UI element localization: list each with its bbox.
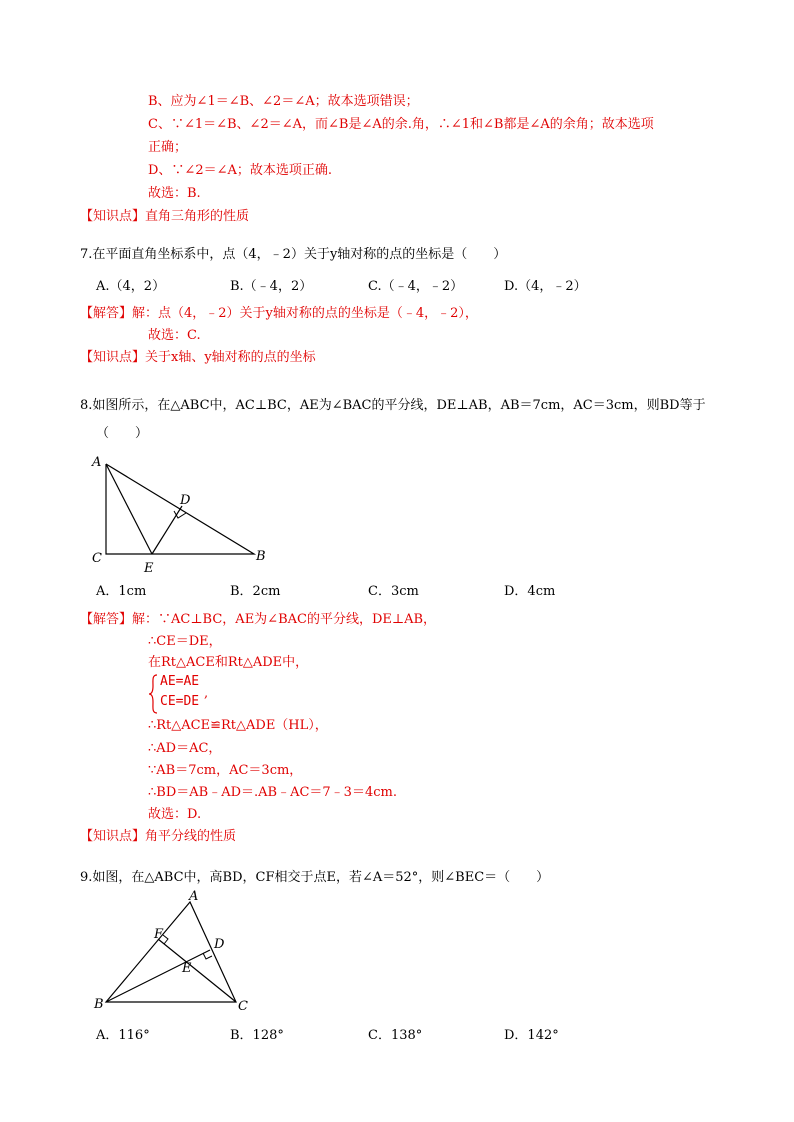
- option-b-analysis: B、应为∠1＝∠B、∠2＝∠A；故本选项错误；: [148, 94, 419, 109]
- fig8-label-e: E: [144, 561, 154, 576]
- step-8-4: ∴AD＝AC，: [148, 741, 222, 756]
- fig8-label-d: D: [180, 493, 191, 508]
- question-8-option-b: B．2cm: [230, 584, 281, 599]
- fig9-label-c: C: [238, 999, 248, 1014]
- option-d-analysis: D、∵∠2＝∠A；故本选项正确.: [148, 163, 332, 178]
- question-9-option-a: A．116°: [96, 1028, 150, 1043]
- answer-8: 【解答】解：∵AC⊥BC，AE为∠BAC的平分线，DE⊥AB，: [80, 612, 437, 627]
- question-7-option-b: B.（﹣4，2）: [230, 279, 313, 294]
- question-9-option-b: B．128°: [230, 1028, 284, 1043]
- equation-line-2: CE=DE: [160, 694, 200, 709]
- question-9-option-d: D．142°: [504, 1028, 559, 1043]
- equation-comma: ,: [204, 686, 209, 701]
- question-8-option-a: A．1cm: [96, 584, 147, 599]
- step-8-5: ∵AB＝7cm，AC＝3cm，: [148, 763, 303, 778]
- figure-8-triangle: [84, 448, 284, 578]
- selection-6: 故选：B.: [148, 186, 201, 201]
- selection-7: 故选：C.: [148, 328, 201, 343]
- step-8-1: ∴CE＝DE，: [148, 634, 222, 649]
- fig8-label-c: C: [92, 551, 102, 566]
- fig9-label-a: A: [189, 890, 199, 904]
- question-9-option-c: C．138°: [368, 1028, 423, 1043]
- selection-8: 故选：D.: [148, 807, 202, 822]
- fig9-label-f: F: [154, 927, 164, 942]
- step-8-6: ∴BD＝AB﹣AD＝.AB﹣AC＝7﹣3＝4cm.: [148, 785, 397, 800]
- fig8-label-b: B: [256, 549, 266, 564]
- fig9-label-e: E: [182, 961, 192, 976]
- fig9-label-d: D: [214, 937, 225, 952]
- question-8-option-d: D．4cm: [504, 584, 556, 599]
- step-8-2: 在Rt△ACE和Rt△ADE中，: [148, 655, 309, 670]
- question-8-paren: （ ）: [96, 426, 149, 441]
- question-7-option-c: C.（﹣4，﹣2）: [368, 279, 464, 294]
- option-c-analysis: C、∵∠1＝∠B、∠2＝∠A，而∠B是∠A的余.角，∴∠1和∠B都是∠A的余角；故本选项: [148, 117, 654, 132]
- knowledge-point-7: 【知识点】关于x轴、y轴对称的点的坐标: [80, 350, 316, 365]
- question-9-text: 9.如图，在△ABC中，高BD，CF相交于点E，若∠A＝52°，则∠BEC＝（ ）: [80, 870, 550, 885]
- knowledge-point-8: 【知识点】角平分线的性质: [80, 829, 237, 844]
- figure-9-triangle: [86, 890, 266, 1015]
- question-7-text: 7.在平面直角坐标系中，点（4，﹣2）关于y轴对称的点的坐标是（ ）: [80, 247, 507, 262]
- question-7-option-d: D.（4，﹣2）: [504, 279, 587, 294]
- left-brace-icon: [148, 674, 158, 714]
- question-7-option-a: A.（4，2）: [96, 279, 166, 294]
- option-c-analysis-cont: 正确；: [148, 140, 188, 155]
- knowledge-point-6: 【知识点】直角三角形的性质: [80, 209, 250, 224]
- answer-7: 【解答】解：点（4，﹣2）关于y轴对称的点的坐标是（﹣4，﹣2），: [80, 306, 478, 321]
- question-8-text: 8.如图所示，在△ABC中，AC⊥BC，AE为∠BAC的平分线，DE⊥AB，AB＝7cm，AC＝3cm，则BD等于: [80, 398, 706, 413]
- fig8-label-a: A: [92, 455, 102, 470]
- step-8-3: ∴Rt△ACE≌Rt△ADE（HL），: [148, 718, 328, 733]
- equation-line-1: AE=AE: [160, 674, 200, 689]
- fig9-label-b: B: [94, 997, 104, 1012]
- question-8-option-c: C．3cm: [368, 584, 419, 599]
